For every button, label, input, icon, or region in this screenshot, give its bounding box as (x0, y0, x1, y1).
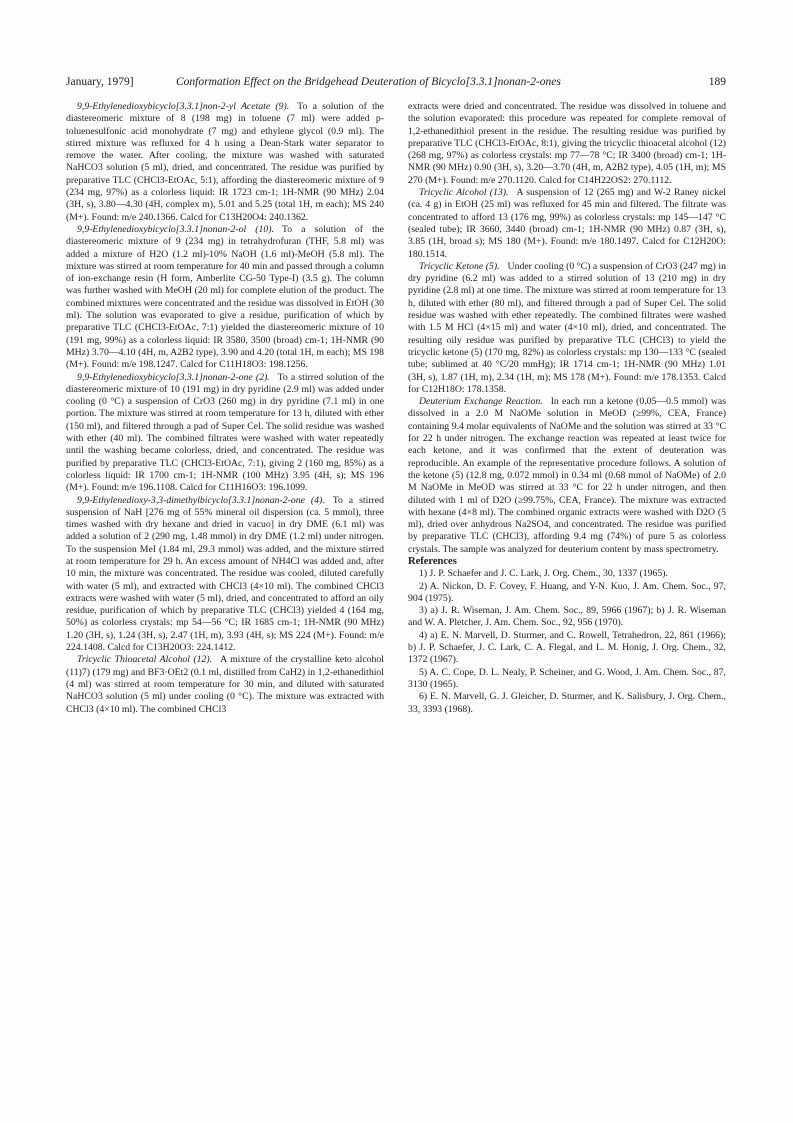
compound-heading: 9,9-Ethylenedioxybicyclo[3.3.1]nonan-2-ol (10). (77, 223, 274, 235)
reference-item: 1) J. P. Schaefer and J. C. Lark, J. Org. Chem., 30, 1337 (1965). (419, 568, 668, 580)
paragraph-text: A mixture of the crystalline keto alcohol (11)7) (179 mg) and BF3·OEt2 (0.1 ml, distilled from CaH2) in 1,2-ethanedithiol (4 ml) was stirred at room temperature for 30 min, and diluted with saturated NaHCO3 solution (5 ml) under cooling (0 °C). The mixture was extracted with CHCl3 (4×10 ml). The combined CHCl3 (66, 654, 384, 715)
paragraph-acetate-9 (66, 101, 384, 224)
paragraph-continued (408, 101, 726, 187)
paragraph-alcohol-10 (66, 224, 384, 372)
paragraph-text: To a solution of the diastereomeric mixture of 9 (234 mg) in tetrahydrofuran (THF, 5.8 ml) was added a mixture of H2O (1.2 ml)-10% NaOH (1.6 ml)-MeOH (5.8 ml). The mixture was stirred at room temperature for 40 min and passed through a column of ion-exchange resin (H form, Amberlite CG-50 Type-I) (3.5 g). The column was further washed with MeOH (20 ml) for complete elution of the product. The combined mixtures were concentrated and the residue was dissolved in EtOH (30 ml). The solution was evaporated to give a residue, purification of which by preparative TLC (CHCl3-EtOAc, 7:1) yielded the diastereomeric mixture of 10 (191 mg, 99%) as a colorless liquid: IR 3580, 3500 (broad) cm-1; 1H-NMR (90 MHz) 3.70—4.10 (4H, m, A2B2 type), 3.90 and 4.20 (total 1H, m each); MS 198 (M+). Found: m/e 198.1247. Calcd for C11H18O3: 198.1256. (66, 223, 384, 371)
paragraph-text: In each run a ketone (0.05—0.5 mmol) was dissolved in a 2.0 M NaOMe solution in MeOD (≥99%, CEA, France) containing 9.4 molar equivalents of NaOMe and the solution was stirred at 33 °C for 22 h under nitrogen. The exchange reaction was repeated at least twice for each ketone, and it was confirmed that the extent of deuteration was reproducible. An example of the representative procedure follows. A solution of the ketone (5) (12.8 mg, 0.072 mmol) in 0.34 ml (0.68 mmol of NaOMe) of 2.0 M NaOMe in MeOD was stirred at 33 °C for 22 h under nitrogen, and then diluted with 1 ml of D2O (≥99.75%, CEA, France). The mixture was extracted with hexane (4×8 ml). The combined organic extracts were washed with D2O (5 ml), dried over anhydrous Na2SO4, and concentrated. The residue was purified by preparative TLC (CHCl3), affording 9.4 mg (74%) of pure 5 as colorless crystals. The sample was analyzed for deuterium content by mass spectrometry. (408, 396, 726, 555)
reference-item: 4) a) E. N. Marvell, D. Sturmer, and C. Rowell, Tetrahedron, 22, 861 (1966); b) J. P. Schaefer, J. C. Lark, C. A. Flegal, and L. M. Honig, J. Org. Chem., 32, 1372 (1967). (408, 629, 726, 666)
paragraph-thioacetal-12 (66, 654, 384, 715)
paragraph-text: extracts were dried and concentrated. The residue was dissolved in toluene and the solution evaporated: this procedure was repeated for complete removal of 1,2-ethanedithiol present in the residue. The resulting residue was purified by preparative TLC (CHCl3-EtOAc, 8:1), giving the tricyclic thioacetal alcohol (12) (268 mg, 97%) as colorless crystals: mp 77—78 °C; IR 3400 (broad) cm-1; 1H-NMR (90 MHz) 0.90 (3H, s), 3.20—3.70 (4H, m, A2B2 type), 4.05 (1H, m); MS 270 (M+). Found: m/e 270.1120. Calcd for C14H22OS2: 270.1112. (408, 101, 726, 186)
paragraph-deuterium-exchange (408, 396, 726, 556)
paragraph-text: A suspension of 12 (265 mg) and W-2 Raney nickel (ca. 4 g) in EtOH (25 ml) was refluxed for 45 min and filtered. The filtrate was concentrated to afford 13 (176 mg, 99%) as colorless crystals: mp 145—147 °C (sealed tube); IR 3660, 3440 (broad) cm-1; 1H-NMR (90 MHz) 0.87 (3H, s), 3.85 (1H, broad s); MS 180 (M+). Found: m/e 180.1497. Calcd for C12H20O: 180.1514. (408, 187, 727, 260)
paragraph-alcohol-13 (408, 187, 726, 261)
left-column (66, 101, 384, 716)
paragraph-text: Under cooling (0 °C) a suspension of CrO3 (247 mg) in dry pyridine (6.2 ml) was added to a stirred solution of 13 (210 mg) in dry pyridine (2.8 ml) at one time. The mixture was stirred at room temperature for 13 h, diluted with ether (80 ml), and filtered through a pad of Super Cel. The solid residue was washed with ether repeatedly. The combined filtrates were washed with 1.5 M HCl (4×15 ml) and water (4×10 ml), dried, and concentrated. The resulting oily residue was purified by preparative TLC (CHCl3) to yield the tricyclic ketone (5) (170 mg, 82%) as colorless crystals: mp 130—133 °C (sealed tube; sublimed at 40 °C/20 mmHg); IR 1714 cm-1; 1H-NMR (90 MHz) 1.01 (3H, s), 1.87 (1H, m), 2.34 (1H, m); MS 178 (M+). Found: m/e 178.1353. Calcd for C12H18O: 178.1358. (408, 260, 726, 395)
reference-item: 3) a) J. R. Wiseman, J. Am. Chem. Soc., 89, 5966 (1967); b) J. R. Wiseman and W. A. Pletcher, J. Am. Chem. Soc., 92, 956 (1970). (408, 605, 726, 629)
page-number: 189 (708, 76, 726, 88)
running-title: Conformation Effect on the Bridgehead Deuteration of Bicyclo[3.3.1]nonan-2-ones (176, 76, 561, 88)
paragraph-ketone-5 (408, 261, 726, 396)
reference-item: 2) A. Nickon, D. F. Covey, F. Huang, and Y-N. Kuo, J. Am. Chem. Soc., 97, 904 (1975). (408, 580, 726, 604)
issue-date: January, 1979] (66, 76, 134, 88)
right-column (408, 101, 726, 716)
compound-heading: Tricyclic Ketone (5). (419, 260, 500, 272)
paragraph-dimethyl-ketone-4 (66, 495, 384, 655)
compound-heading: Tricyclic Alcohol (13). (419, 187, 509, 199)
running-header (66, 74, 726, 90)
compound-heading: 9,9-Ethylenedioxy-3,3-dimethylbicyclo[3.3.1]nonan-2-one (4). (77, 494, 325, 506)
compound-heading: 9,9-Ethylenedioxybicyclo[3.3.1]nonan-2-one (2). (77, 371, 270, 383)
paragraph-text: To a stirred suspension of NaH [276 mg of 55% mineral oil dispersion (ca. 5 mmol), three times washed with dry hexane and dried in vacuo] in dry DME (6.1 ml) was added a solution of 2 (290 mg, 1.48 mmol) in dry DME (1.2 ml) under nitrogen. To the suspension MeI (1.84 ml, 29.3 mmol) was added, and the mixture stirred at room temperature for 29 h. An excess amount of NH4Cl was added and, after 10 min, the mixture was concentrated. The residue was cooled, diluted carefully with water (5 ml), and extracted with CHCl3 (4×10 ml). The combined CHCl3 extracts were washed with water (5 ml), dried, and concentrated to afford an oily residue, purification of which by preparative TLC (CHCl3) yielded 4 (164 mg, 50%) as colorless crystals: mp 54—56 °C; IR 1685 cm-1; 1H-NMR (90 MHz) 1.20 (3H, s), 1.24 (3H, s), 2.47 (1H, m), 3.93 (4H, s); MS 224 (M+). Found: m/e 224.1408. Calcd for C13H20O3: 224.1412. (66, 494, 384, 654)
paragraph-text: To a solution of the diastereomeric mixture of 8 (198 mg) in toluene (7 ml) were added p-toluenesulfonic acid monohydrate (7 mg) and ethylene glycol (0.9 ml). The stirred mixture was refluxed for 4 h using a Dean-Stark water separator to remove the water. After cooling, the mixture was washed with saturated NaHCO3 solution (5 ml), dried, and concentrated. The residue was purified by preparative TLC (CHCl3-EtOAc, 5:1), affording the diastereomeric mixture of 9 (234 mg, 97%) as a colorless liquid: IR 1723 cm-1; 1H-NMR (90 MHz) 2.04 (3H, s), 3.80—4.30 (4H, complex m), 5.01 and 5.25 (total 1H, m each); MS 240 (M+). Found: m/e 240.1366. Calcd for C13H20O4: 240.1362. (66, 101, 384, 223)
compound-heading: Tricyclic Thioacetal Alcohol (12). (77, 654, 213, 666)
paragraph-ketone-2 (66, 372, 384, 495)
reference-item: 5) A. C. Cope, D. L. Nealy, P. Scheiner, and G. Wood, J. Am. Chem. Soc., 87, 3130 (1965). (408, 666, 726, 690)
paragraph-text: To a stirred solution of the diastereomeric mixture of 10 (191 mg) in dry pyridine (2.9 ml) was added under cooling (0 °C) a suspension of CrO3 (260 mg) in dry pyridine (7.1 ml) in one portion. The mixture was stirred at room temperature for 13 h, diluted with ether (150 ml), and filtered through a pad of Super Cel. The solid residue was washed with ether (40 ml). The combined filtrates were washed with water repeatedly until the washing became colorless, dried, and concentrated. The residue was purified by preparative TLC (CHCl3-EtOAc, 7:1), giving 2 (160 mg, 85%) as a colorless liquid: IR 1700 cm-1; 1H-NMR (100 MHz) 3.95 (4H, s); MS 196 (M+). Found: m/e 196.1108. Calcd for C11H16O3: 196.1099. (66, 371, 384, 494)
compound-heading: 9,9-Ethylenedioxybicyclo[3.3.1]non-2-yl Acetate (9). (77, 101, 290, 112)
references-heading: References (408, 555, 457, 567)
reference-item: 6) E. N. Marvell, G. J. Gleicher, D. Sturmer, and K. Salisbury, J. Org. Chem., 33, 3393 (1968). (408, 691, 726, 715)
compound-heading: Deuterium Exchange Reaction. (419, 396, 543, 408)
